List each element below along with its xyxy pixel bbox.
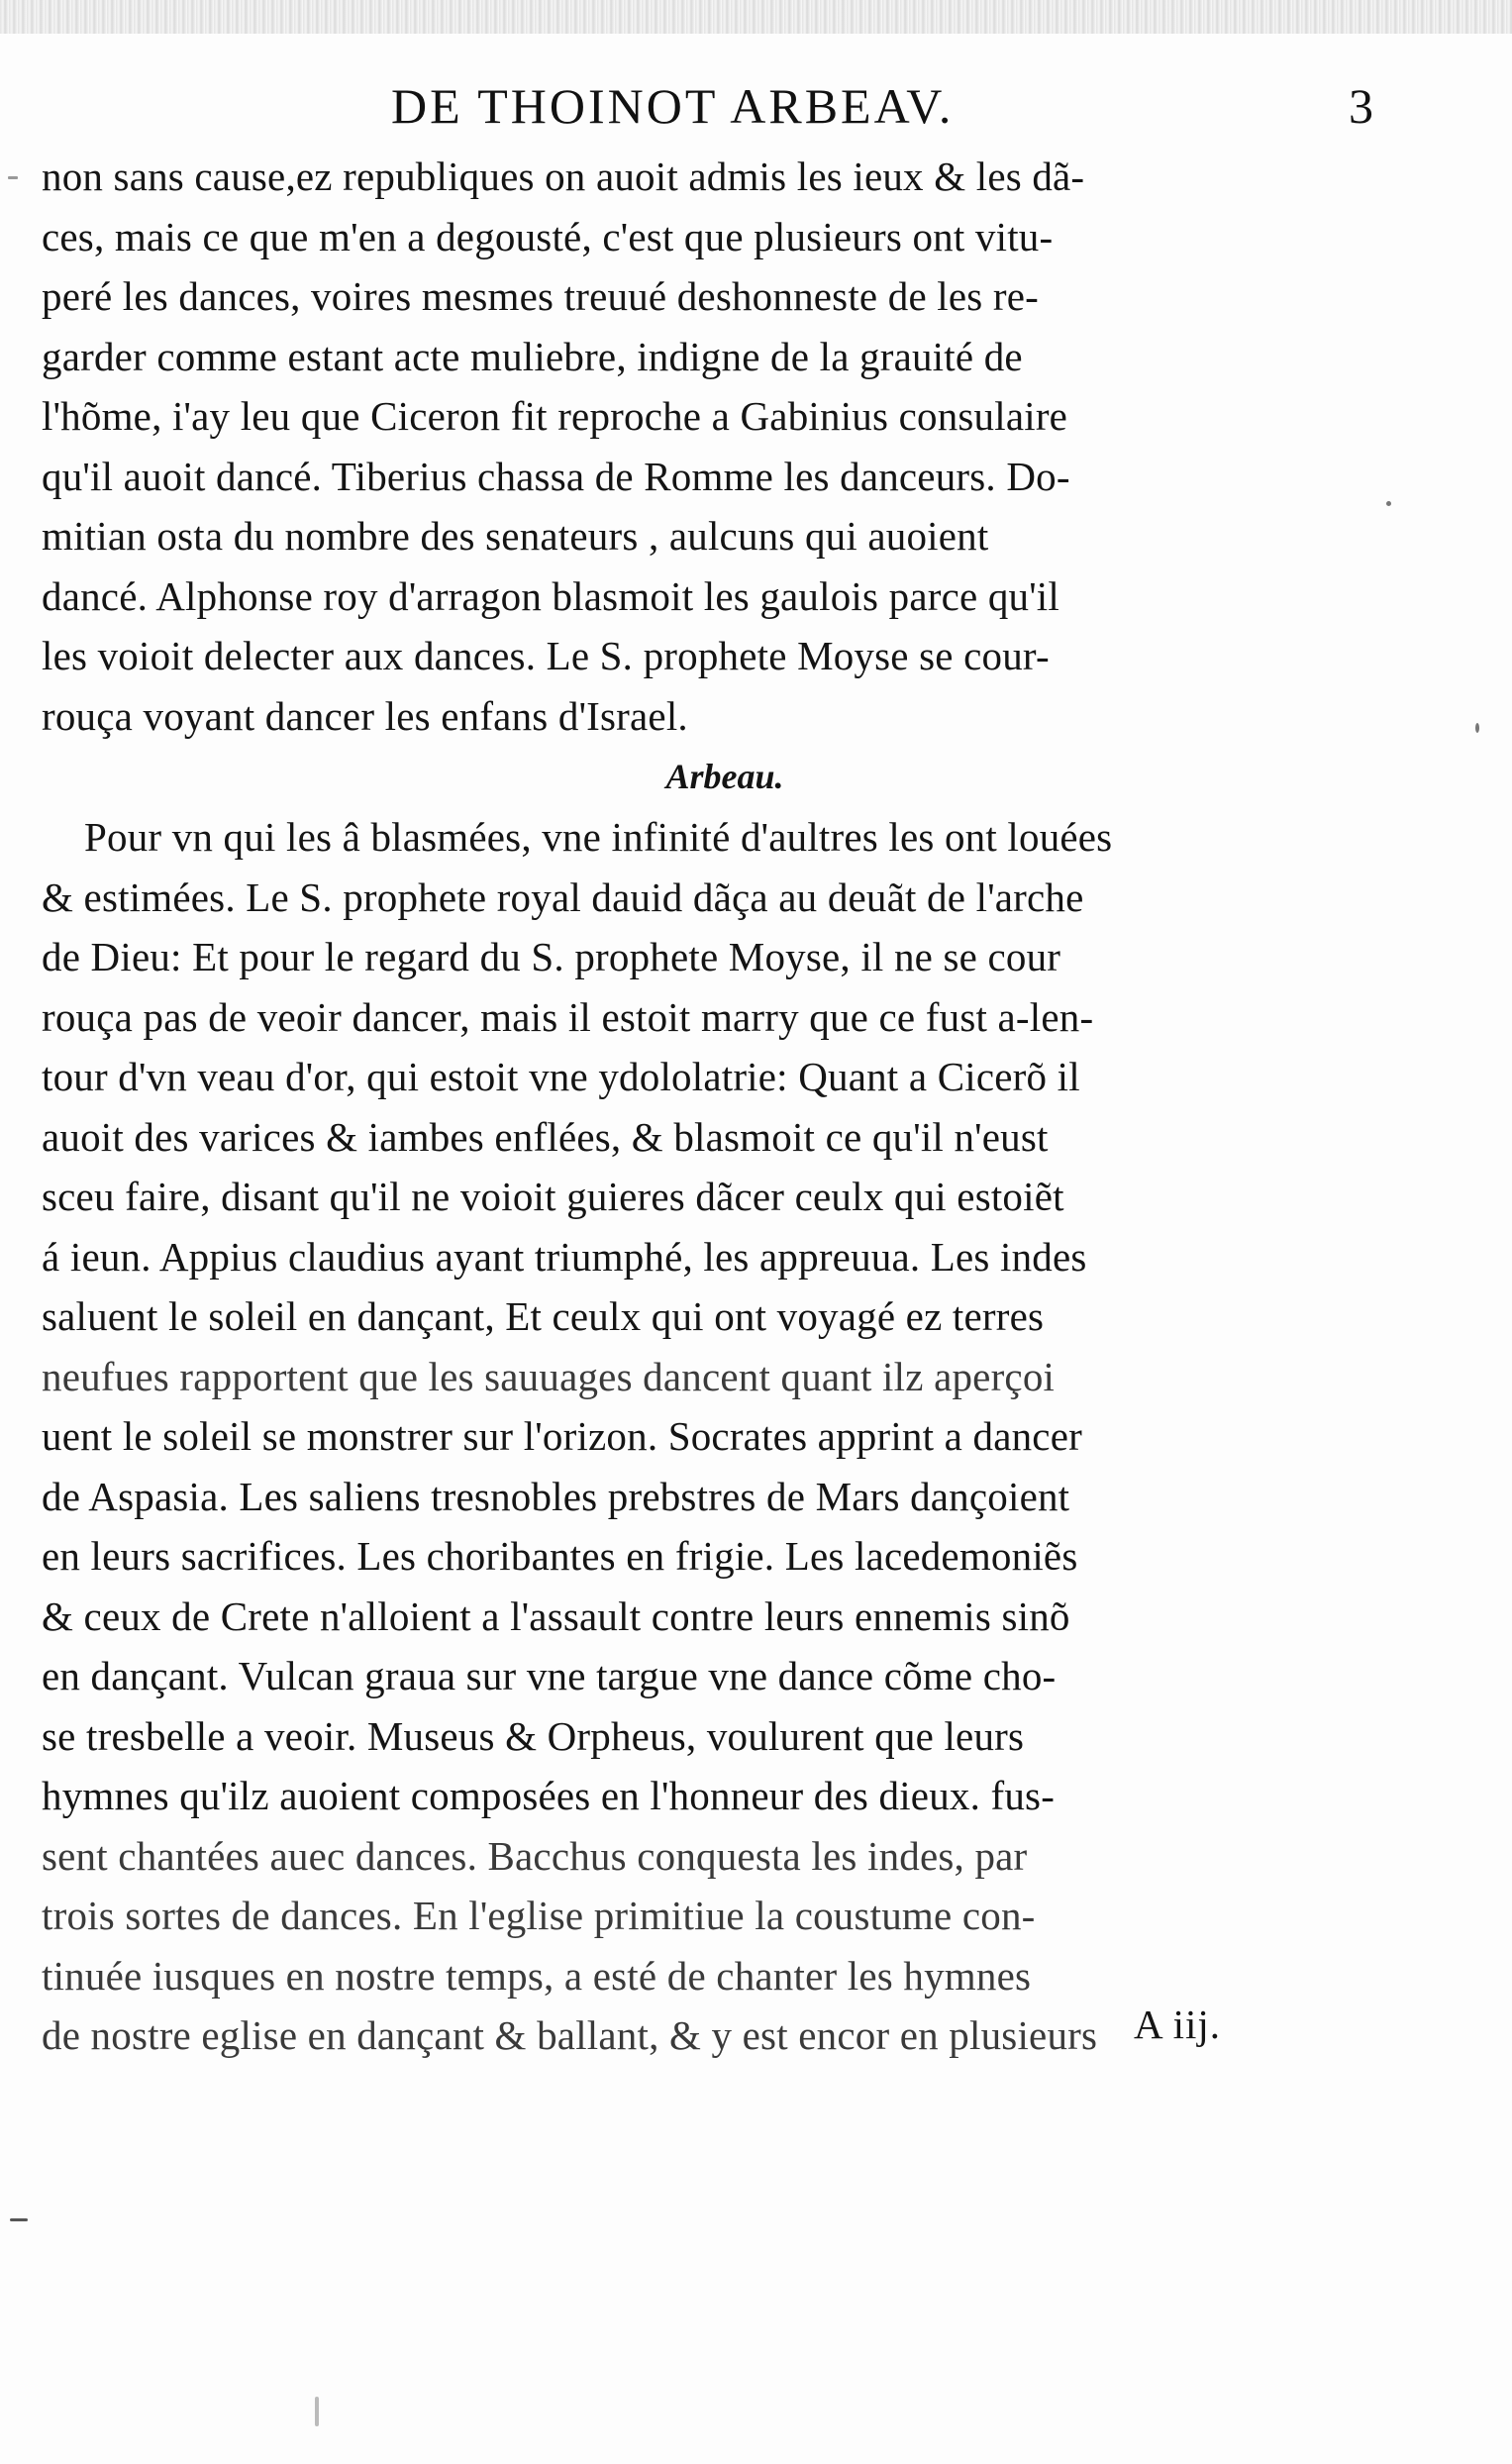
ink-speck [1475,723,1479,733]
page-number: 3 [1349,78,1373,134]
speaker-heading: Arbeau. [665,757,784,796]
text-line: sent chantées auec dances. Bacchus conquesta les indes, par [42,1832,1028,1879]
text-line: en leurs sacrifices. Les choribantes en frigie. Les lacedemoniẽs [42,1533,1078,1579]
ink-speck [10,2218,28,2221]
text-line: á ieun. Appius claudius ayant triumphé, les appreuua. Les indes [42,1233,1087,1280]
text-line: tour d'vn veau d'or, qui estoit vne ydololatrie: Quant a Cicerõ il [42,1054,1080,1099]
text-line: & ceux de Crete n'alloient a l'assault contre leurs ennemis sinõ [42,1592,1070,1639]
signature-mark: A iij. [1134,2002,1222,2047]
text-line: saluent le soleil en dançant, Et ceulx qui ont voyagé ez terres [42,1293,1045,1339]
body-text [42,147,1388,2066]
text-line: garder comme estant acte muliebre, indigne de la grauité de [42,333,1023,379]
text-line: rouça voyant dancer les enfans d'Israel. [42,692,688,739]
text-line: hymnes qu'ilz auoient composées en l'honneur des dieux. fus- [42,1773,1056,1818]
text-line: sceu faire, disant qu'il ne voioit guieres dãcer ceulx qui estoiẽt [42,1174,1064,1219]
text-line: de nostre eglise en dançant & ballant, & y est encor en plusieurs [42,2012,1098,2058]
text-line: non sans cause,ez republiques on auoit admis les ieux & les dã- [42,154,1085,199]
text-line: se tresbelle a veoir. Museus & Orpheus, voulurent que leurs [42,1712,1025,1759]
text-line: dancé. Alphonse roy d'arragon blasmoit les gaulois parce qu'il [42,572,1059,619]
text-line: qu'il auoit dancé. Tiberius chassa de Romme les danceurs. Do- [42,453,1070,499]
text-line: mitian osta du nombre des senateurs , aulcuns qui auoient [42,513,989,559]
ink-speck [1386,501,1391,506]
text-line: en dançant. Vulcan graua sur vne targue vne dance cõme cho- [42,1653,1057,1698]
text-line: & estimées. Le S. prophete royal dauid dãça au deuãt de l'arche [42,873,1084,920]
text-line: trois sortes de dances. En l'eglise primitiue la coustume con- [42,1893,1036,1938]
ink-speck [315,2397,319,2426]
running-head [0,77,1512,147]
ink-speck [8,176,18,179]
text-line: rouça pas de veoir dancer, mais il estoit marry que ce fust a-len- [42,993,1094,1040]
text-line: auoit des varices & iambes enflées, & blasmoit ce qu'il n'eust [42,1113,1049,1160]
text-line: de Aspasia. Les saliens tresnobles prebstres de Mars dançoient [42,1473,1070,1519]
text-line: de Dieu: Et pour le regard du S. prophete Moyse, il ne se cour [42,934,1061,979]
text-line: ces, mais ce que m'en a degousté, c'est que plusieurs ont vitu- [42,213,1054,259]
text-line: peré les dances, voires mesmes treuué deshonneste de les re- [42,273,1040,319]
scan-top-border [0,0,1512,34]
text-line: l'hõme, i'ay leu que Ciceron fit reproche a Gabinius consulaire [42,393,1068,439]
text-line: Pour vn qui les â blasmées, vne infinité d'aultres les ont louées [84,814,1113,860]
text-line: les voioit delecter aux dances. Le S. prophete Moyse se cour- [42,633,1050,678]
text-line: tinuée iusques en nostre temps, a esté de chanter les hymnes [42,1952,1032,1999]
text-line: neufues rapportent que les sauuages dancent quant ilz aperçoi [42,1353,1056,1399]
text-line: uent le soleil se monstrer sur l'orizon. Socrates apprint a dancer [42,1413,1082,1459]
running-title: DE THOINOT ARBEAV. [391,78,955,134]
